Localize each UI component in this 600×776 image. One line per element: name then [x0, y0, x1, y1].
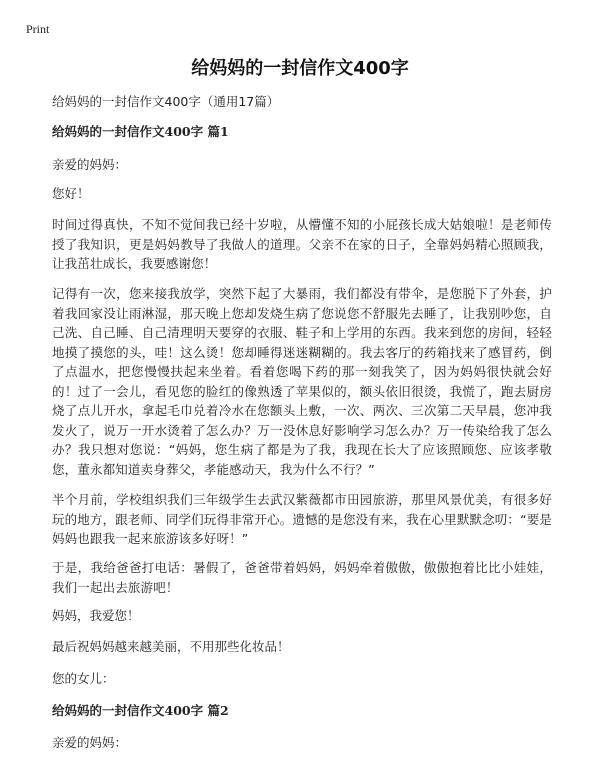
section-heading-1: 给妈妈的一封信作文400字 篇1	[52, 124, 229, 139]
paragraph-4: 于是，我给爸爸打电话：暑假了，爸爸带着妈妈，妈妈牵着傲傲，傲傲抱着比比小娃娃，我们一起出去旅游吧！	[52, 560, 552, 595]
paragraph-2: 记得有一次，您来接我放学，突然下起了大暴雨，我们都没有带伞，是您脱下了外套，护着我回家没让雨淋湿，那天晚上您却发烧生病了您说您不舒服先去睡了，让我别吵您，自己洗、自己睡、自己清理明天要穿的衣服、鞋子和上学用的东西。我来到您的房间，轻轻地摸了摸您的头，哇！这么烫！您却睡得迷迷糊糊的。我去客厅的药箱找来了感冒药，倒了点温水，把您慢慢扶起来坐着。看着您喝下药的那一刻我笑了，因为妈妈很快就会好的！过了一会儿，看见您的脸红的像熟透了苹果似的，额头依旧很烫，我慌了，跑去厨房烧了点儿开水，拿起毛巾兑着冷水在您额头上敷，一次、两次、三次第二天早晨，您冲我发火了，说万一开水烫着了怎么办？万一没休息好影响学习怎么办？万一传染给我了怎么办？我只想对您说：“妈妈，您生病了都是为了我，我现在长大了应该照顾您、应该孝敬您，董永都知道卖身葬父，孝能感动天，我为什么不行？”	[52, 286, 552, 477]
document-title: 给妈妈的一封信作文400字	[191, 58, 409, 79]
love-line: 妈妈，我爱您！	[52, 608, 140, 623]
paragraph-1: 时间过得真快，不知不觉间我已经十岁啦，从懵懂不知的小屁孩长成大姑娘啦！是老师传授了我知识，更是妈妈教导了我做人的道理。父亲不在家的日子，全靠妈妈精心照顾我，让我茁壮成长，我要感谢您！	[52, 217, 552, 271]
letter-hello: 您好！	[52, 186, 90, 201]
print-link[interactable]: Print	[26, 22, 50, 36]
wish-line: 最后祝妈妈越来越美丽，不用那些化妆品！	[52, 639, 290, 654]
letter-greeting-2: 亲爱的妈妈：	[52, 735, 128, 750]
section-heading-2: 给妈妈的一封信作文400字 篇2	[52, 703, 229, 718]
paragraph-3: 半个月前，学校组织我们三年级学生去武汉紫薇都市田园旅游，那里风景优美，有很多好玩的地方，跟老师、同学们玩得非常开心。遗憾的是您没有来，我在心里默默念叨：“要是妈妈也跟我一起来旅游该多好呀！”	[52, 492, 552, 546]
letter-greeting: 亲爱的妈妈：	[52, 157, 128, 172]
document-subtitle: 给妈妈的一封信作文400字（通用17篇）	[52, 94, 280, 109]
signoff-line: 您的女儿：	[52, 671, 115, 686]
